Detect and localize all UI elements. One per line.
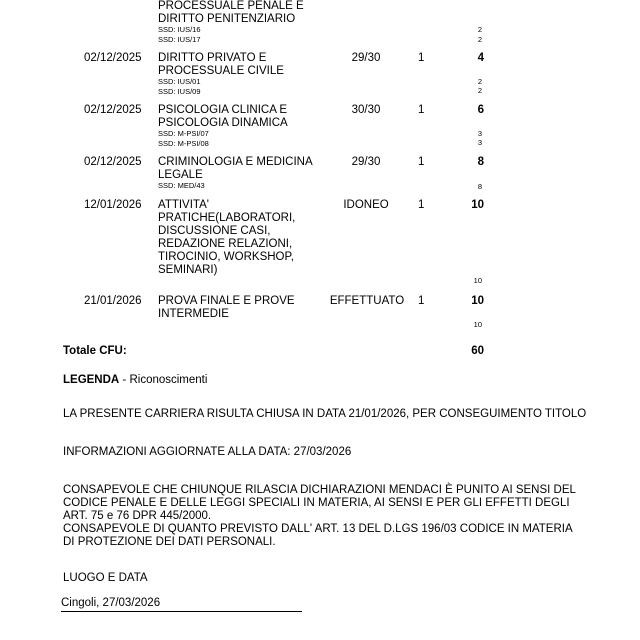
cfu-value: 6 <box>477 104 484 116</box>
cfu-value: 10 <box>471 199 484 211</box>
place-date-label: LUOGO E DATA <box>63 572 148 584</box>
sub-cfu-list: 8 <box>477 182 482 191</box>
exam-date: 02/12/2025 <box>84 52 142 64</box>
cfu-value: 10 <box>471 295 484 307</box>
attempt-count: 1 <box>418 199 425 211</box>
exam-grade: EFFETTUATO <box>329 295 405 307</box>
place-date-value: Cingoli, 27/03/2026 <box>61 597 161 609</box>
legend-label: LEGENDA <box>63 374 120 386</box>
ssd-list: SSD: MED/43 <box>158 181 205 190</box>
ssd-list: SSD: M-PSI/07 SSD: M-PSI/08 <box>158 129 209 148</box>
cfu-value: 4 <box>477 52 484 64</box>
info-updated-statement: INFORMAZIONI AGGIORNATE ALLA DATA: 27/03/2026 <box>63 446 352 458</box>
course-name: ATTIVITA' PRATICHE(LABORATORI, DISCUSSIONE CASI, REDAZIONE RELAZIONI, TIROCINIO, WORKSHOP, SEMINARI) <box>158 199 296 276</box>
exam-date: 02/12/2025 <box>84 156 142 168</box>
ssd-list: SSD: IUS/01 SSD: IUS/09 <box>158 77 201 96</box>
exam-grade: 30/30 <box>351 104 381 116</box>
exam-grade: 29/30 <box>351 156 381 168</box>
ssd-list: SSD: IUS/16 SSD: IUS/17 <box>158 25 201 44</box>
career-closed-statement: LA PRESENTE CARRIERA RISULTA CHIUSA IN DATA 21/01/2026, PER CONSEGUIMENTO TITOLO <box>63 408 587 420</box>
legend <box>63 374 207 387</box>
exam-date: 12/01/2026 <box>84 199 142 211</box>
exam-grade: 29/30 <box>351 52 381 64</box>
course-name: DIRITTO PRIVATO E PROCESSUALE CIVILE <box>158 52 284 77</box>
cfu-value: 8 <box>477 156 484 168</box>
declaration-text: CONSAPEVOLE CHE CHIUNQUE RILASCIA DICHIARAZIONI MENDACI È PUNITO AI SENSI DEL CODICE PENALE E DELLE LEGGI SPECIALI IN MATERIA, AI SENSI E PER GLI EFFETTI DEGLI ART. 75 e 76 DPR 445/2000. CONSAPEVOLE DI QUANTO PREVISTO DALL' ART. 13 DEL D.LGS 196/03 CODICE IN MATERIA DI PROTEZIONE DEI DATI PERSONALI. <box>63 484 576 548</box>
total-cfu-value: 60 <box>471 345 484 357</box>
attempt-count: 1 <box>418 156 425 168</box>
attempt-count: 1 <box>418 295 425 307</box>
course-name: PROVA FINALE E PROVE INTERMEDIE <box>158 295 295 320</box>
sub-cfu-list: 3 3 <box>477 129 482 147</box>
exam-date: 21/01/2026 <box>84 295 142 307</box>
course-name: PSICOLOGIA CLINICA E PSICOLOGIA DINAMICA <box>158 104 288 129</box>
total-cfu-label: Totale CFU: <box>63 345 127 357</box>
attempt-count: 1 <box>418 52 425 64</box>
sub-cfu-list: 10 <box>473 276 482 285</box>
exam-grade: IDONEO <box>343 199 389 211</box>
sub-cfu-list: 2 2 <box>477 25 482 44</box>
signature-line <box>61 611 302 612</box>
sub-cfu-list: 2 2 <box>477 77 482 95</box>
exam-date: 02/12/2025 <box>84 104 142 116</box>
course-name: PROCESSUALE PENALE E DIRITTO PENITENZIARIO <box>158 0 304 25</box>
sub-cfu-list: 10 <box>473 320 482 329</box>
attempt-count: 1 <box>418 104 425 116</box>
course-name: CRIMINOLOGIA E MEDICINA LEGALE <box>158 156 313 181</box>
legend-text: - Riconoscimenti <box>119 374 208 386</box>
